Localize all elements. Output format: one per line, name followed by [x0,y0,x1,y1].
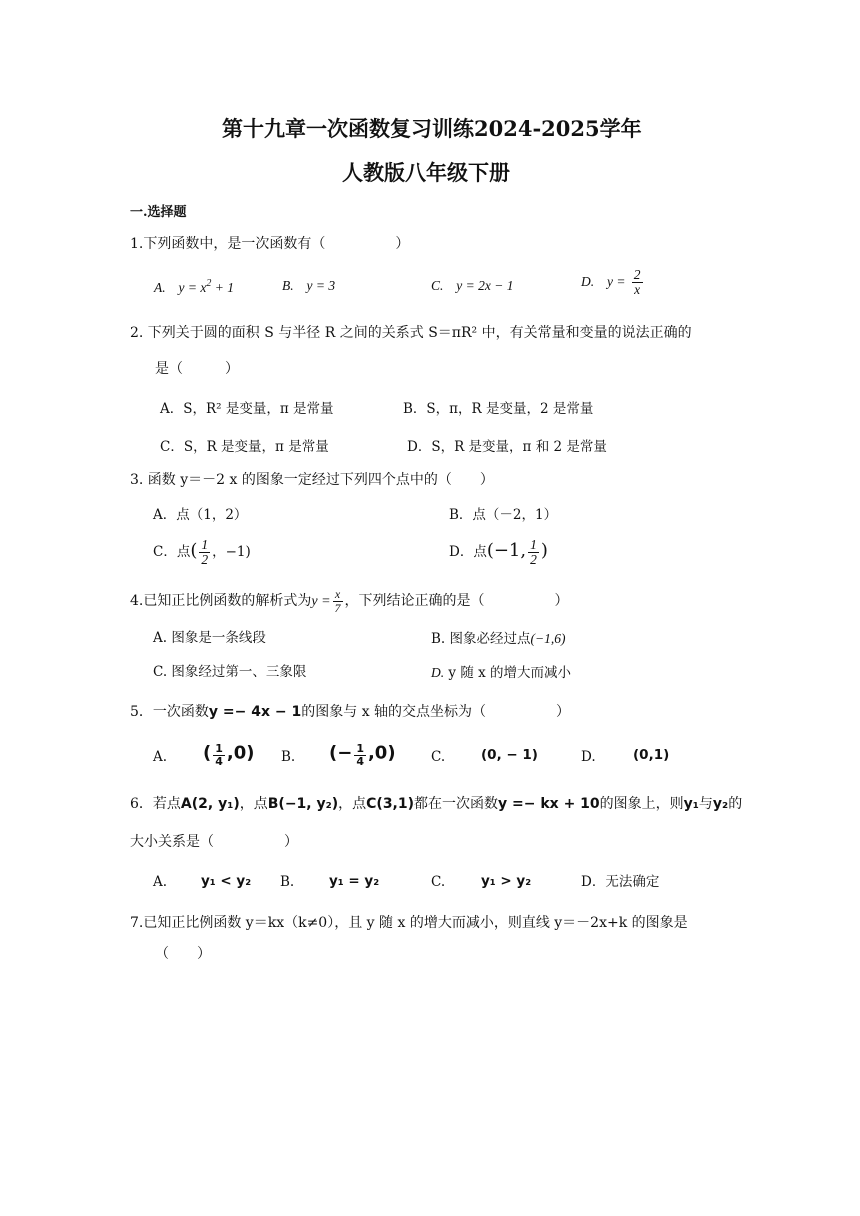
q3-option-c [153,538,251,567]
q5-b-fraction [354,743,366,767]
q4-stem-fraction [333,588,343,614]
q6-expr: y =− kx + 10 [498,796,600,812]
q5-b-num: 1 [356,742,364,755]
q1-a-label: A. [154,280,166,295]
q5-stem-post: 的图象与 x 轴的交点坐标为（ ） [301,704,571,720]
q5-option-d-label: D. [581,749,596,765]
page-title-line1: 第十九章一次函数复习训练2024-2025学年 [222,116,642,141]
q4-b-pre: B. 图象必经过点 [431,631,531,647]
q6-option-b [329,875,379,889]
q6-c-val: y₁ > y₂ [481,873,532,889]
q1-option-d [581,268,645,297]
q6-mid2: ，点 [338,796,367,812]
q4-stem [130,588,569,614]
q6-option-a [201,875,251,889]
q4-stem-den: 7 [334,600,341,615]
q1-d-den: x [634,282,641,298]
section-heading: 一.选择题 [130,205,187,220]
q3-c-pre: C．点 [153,544,191,561]
q5-option-d [633,749,669,763]
q6-stem-pre: 6．若点 [130,796,181,812]
q1-c-label: C. [431,278,444,293]
q2-option-d: D．S，R 是变量，π 和 2 是常量 [407,439,607,455]
q5-stem [130,705,570,719]
q5-d-val: (0,1) [633,747,670,763]
q6-mid3: 都在一次函数 [414,796,499,812]
q3-stem: 3. 函数 y＝－2 x 的图象一定经过下列四个点中的（ ） [130,472,494,488]
q1-stem: 1.下列函数中，是一次函数有（ ） [130,236,410,252]
q2-option-b: B．S，π，R 是变量，2 是常量 [403,401,594,417]
q7-stem: 7.已知正比例函数 y＝kx（k≠0），且 y 随 x 的增大而减小，则直线 y＝－2x+k 的图象是 [130,915,688,931]
q4-d-pre: D. [431,665,445,680]
q5-option-a [203,743,254,767]
q6-y1: y₁ [683,796,699,812]
q4-d-text: y 随 x 的增大而减小 [444,665,572,681]
q3-c-post: ，−1) [212,544,251,561]
q3-d-fraction [528,538,539,567]
q5-option-a-label: A. [153,749,168,765]
q4-stem-y: y = [311,594,331,610]
q1-d-fraction [632,268,643,297]
q6-mid1: ，点 [239,796,268,812]
page-title-line2: 人教版八年级下册 [342,160,510,185]
q6-option-a-label: A. [153,874,168,890]
q4-option-a: A. 图象是一条线段 [153,630,266,646]
q3-c-fraction [199,538,210,567]
q6-option-d: D．无法确定 [581,874,660,890]
q1-c-expr: y = 2x − 1 [456,278,514,293]
q4-stem-pre: 4.已知正比例函数的解析式为 [130,593,312,610]
q4-b-point: (−1,6) [530,631,566,646]
q1-b-label: B. [282,278,294,293]
q6-a-val: y₁ < y₂ [201,873,252,889]
q3-d-post: ) [540,540,548,562]
q2-option-c: C．S，R 是变量，π 是常量 [160,439,329,455]
q4-option-d [431,666,571,681]
q5-stem-expr: y =− 4x − 1 [208,704,302,720]
q6-stem [130,797,742,811]
q5-a-num: 1 [215,742,223,755]
q5-option-b [329,743,396,767]
q3-d-den: 2 [530,552,537,568]
q5-option-c-label: C. [431,749,446,765]
q3-d-mid: (−1, [486,540,527,562]
q5-a-paren: ( [203,742,212,764]
q3-d-num: 1 [530,537,537,552]
q6-option-b-label: B. [280,874,295,890]
q1-option-c [431,279,513,294]
q5-stem-pre: 5．一次函数 [130,704,209,720]
q1-option-b [282,279,335,294]
q5-b-post: ,0) [367,742,396,764]
q2-stem-line2: 是（ ） [155,361,239,377]
q6-mid4: 的图象上，则 [599,796,684,812]
q6-point-b: B(−1, y₂) [267,796,339,812]
q1-d-expr-pre: y = [607,274,626,290]
q3-option-a: A．点（1，2） [153,507,248,523]
q1-d-num: 2 [633,267,641,282]
q6-option-c [481,875,531,889]
q5-option-c [481,749,538,763]
q3-option-b: B．点（－2，1） [449,507,558,523]
q3-d-pre: D．点 [449,544,487,561]
q3-c-paren: ( [190,540,198,562]
q6-stem-line2: 大小关系是（ ） [130,834,298,850]
q4-option-c: C. 图象经过第一、三象限 [153,664,307,680]
q1-d-label: D. [581,274,595,290]
q5-b-pre: (− [329,742,353,764]
q4-stem-num: x [333,588,343,602]
q3-option-d [449,538,548,567]
q6-b-val: y₁ = y₂ [329,873,380,889]
q5-a-fraction [213,743,225,767]
q5-option-b-label: B. [281,749,296,765]
q2-option-a: A．S，R² 是变量，π 是常量 [160,401,334,417]
q1-option-a [154,279,234,296]
q7-stem-line2: （ ） [155,946,211,962]
q4-option-b [431,632,566,647]
q1-b-expr: y = 3 [306,278,336,293]
q6-de: 的 [728,796,743,812]
q3-c-num: 1 [201,537,209,552]
q1-a-sup: 2 [206,278,212,289]
q6-y2: y₂ [712,796,729,812]
q5-a-den: 4 [215,754,223,768]
q5-c-val: (0, − 1) [481,747,538,763]
q6-option-c-label: C. [431,874,446,890]
q5-b-den: 4 [356,754,364,768]
q6-yu: 与 [698,796,713,812]
q3-c-den: 2 [201,552,209,568]
q1-a-expr-post: + 1 [211,280,234,295]
q1-a-expr-pre: y = x [178,280,207,295]
q2-stem: 2. 下列关于圆的面积 S 与半径 R 之间的关系式 S＝πR² 中，有关常量和变量的说法正确的 [130,325,692,341]
q4-stem-post: ，下列结论正确的是（ ） [344,593,569,610]
q6-point-c: C(3,1) [366,796,415,812]
q5-a-post: ,0) [226,742,255,764]
q6-point-a: A(2, y₁) [180,796,240,812]
